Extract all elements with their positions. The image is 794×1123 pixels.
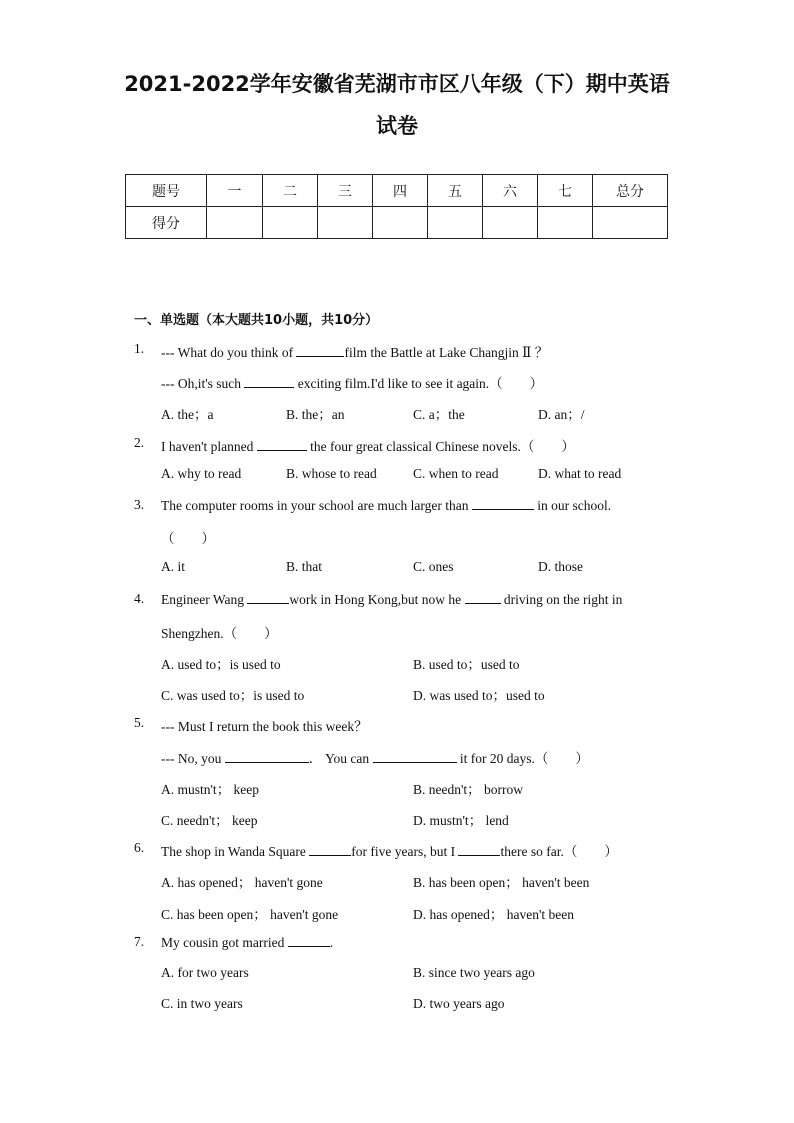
score-header-cell: 二 xyxy=(263,175,318,207)
answer-blank xyxy=(257,438,307,451)
score-table-score-row xyxy=(126,207,668,239)
text: driving on the right in xyxy=(500,592,623,607)
answer-blank xyxy=(472,497,534,510)
text: exciting film.I'd like to see it again.（ ） xyxy=(294,376,544,391)
option-b[interactable]: B. needn't； borrow xyxy=(413,782,524,797)
score-row-label: 得分 xyxy=(126,207,207,239)
option-b[interactable]: B. has been open； haven't been xyxy=(413,875,590,890)
question-2-line-1 xyxy=(161,435,575,455)
text: --- Oh,it's such xyxy=(161,376,245,391)
option-c[interactable]: C. when to read xyxy=(413,466,499,481)
answer-blank xyxy=(247,591,289,604)
option-c[interactable]: C. needn't； keep xyxy=(161,813,258,828)
text: I haven't planned xyxy=(161,439,257,454)
option-c[interactable]: C. has been open； haven't gone xyxy=(161,907,339,922)
answer-blank xyxy=(373,750,457,763)
option-d[interactable]: D. an；/ xyxy=(538,407,585,422)
option-b[interactable]: B. that xyxy=(286,559,322,574)
option-d[interactable]: D. has opened； haven't been xyxy=(413,907,575,922)
text: the four great classical Chinese novels.（ ） xyxy=(306,439,575,454)
question-5-line-2 xyxy=(161,747,589,767)
score-cell[interactable] xyxy=(263,207,318,239)
answer-blank xyxy=(296,344,344,357)
option-c[interactable]: C. in two years xyxy=(161,996,243,1011)
answer-blank xyxy=(309,843,351,856)
score-cell[interactable] xyxy=(538,207,593,239)
score-cell[interactable] xyxy=(428,207,483,239)
text: work in Hong Kong,but now he xyxy=(289,592,465,607)
text: The computer rooms in your school are much larger than xyxy=(161,498,472,513)
exam-title-line2: 试卷 xyxy=(376,114,418,138)
question-number: 7. xyxy=(134,934,145,949)
text: it for 20 days.（ ） xyxy=(456,751,589,766)
score-table xyxy=(125,174,668,239)
option-c[interactable]: C. a；the xyxy=(413,407,465,422)
option-b[interactable]: B. whose to read xyxy=(286,466,377,481)
option-a[interactable]: A. has opened； haven't gone xyxy=(161,875,323,890)
question-4-line-2: Shengzhen.（ ） xyxy=(161,626,278,641)
question-number: 1. xyxy=(134,341,145,356)
option-d[interactable]: D. two years ago xyxy=(413,996,505,1011)
option-c[interactable]: C. was used to；is used to xyxy=(161,688,305,703)
text: in our school. xyxy=(533,498,612,513)
question-3-line-1 xyxy=(161,497,611,514)
question-number: 5. xyxy=(134,715,145,730)
score-header-cell: 五 xyxy=(428,175,483,207)
score-header-cell: 三 xyxy=(318,175,373,207)
score-cell[interactable] xyxy=(593,207,668,239)
score-cell[interactable] xyxy=(207,207,263,239)
question-4-line-1 xyxy=(161,591,622,608)
question-7-line-1 xyxy=(161,934,333,951)
text: there so far.（ ） xyxy=(500,844,618,859)
answer-blank xyxy=(244,375,294,388)
option-c[interactable]: C. ones xyxy=(413,559,454,574)
score-table-header-row xyxy=(126,175,668,207)
option-b[interactable]: B. used to；used to xyxy=(413,657,520,672)
option-a[interactable]: A. the；a xyxy=(161,407,214,422)
text: My cousin got married xyxy=(161,935,288,950)
question-1-line-2 xyxy=(161,372,543,392)
score-header-cell: 四 xyxy=(373,175,428,207)
answer-blank xyxy=(458,843,500,856)
question-1-line-1 xyxy=(161,341,548,361)
score-header-cell: 题号 xyxy=(126,175,207,207)
section-heading: 一、单选题（本大题共10小题，共10分） xyxy=(134,313,379,328)
text: The shop in Wanda Square xyxy=(161,844,310,859)
score-cell[interactable] xyxy=(318,207,373,239)
text: --- What do you think of xyxy=(161,345,297,360)
exam-title-line1: 2021-2022学年安徽省芜湖市市区八年级（下）期中英语 xyxy=(124,72,670,96)
option-d[interactable]: D. what to read xyxy=(538,466,622,481)
answer-blank xyxy=(465,591,501,604)
text: Engineer Wang xyxy=(161,592,248,607)
option-a[interactable]: A. used to；is used to xyxy=(161,657,281,672)
answer-blank xyxy=(225,750,309,763)
option-a[interactable]: A. for two years xyxy=(161,965,249,980)
question-number: 2. xyxy=(134,435,145,450)
text: . xyxy=(329,935,334,950)
text: for five years, but I xyxy=(351,844,459,859)
score-header-cell: 七 xyxy=(538,175,593,207)
score-cell[interactable] xyxy=(483,207,538,239)
score-header-cell: 总分 xyxy=(593,175,668,207)
question-number: 3. xyxy=(134,497,145,512)
score-header-cell: 六 xyxy=(483,175,538,207)
question-5-line-1: --- Must I return the book this week？ xyxy=(161,719,368,734)
option-a[interactable]: A. mustn't； keep xyxy=(161,782,260,797)
question-6-line-1 xyxy=(161,840,618,860)
option-d[interactable]: D. those xyxy=(538,559,583,574)
text: --- No, you xyxy=(161,751,225,766)
option-b[interactable]: B. since two years ago xyxy=(413,965,535,980)
question-3-line-2: （ ） xyxy=(161,531,215,546)
question-number: 4. xyxy=(134,591,145,606)
text: ． You can xyxy=(308,751,373,766)
answer-blank xyxy=(288,934,330,947)
option-b[interactable]: B. the；an xyxy=(286,407,345,422)
text: film the Battle at Lake Changjin Ⅱ ？ xyxy=(344,345,549,360)
score-header-cell: 一 xyxy=(207,175,263,207)
option-a[interactable]: A. it xyxy=(161,559,186,574)
option-d[interactable]: D. mustn't； lend xyxy=(413,813,509,828)
question-number: 6. xyxy=(134,840,145,855)
option-d[interactable]: D. was used to；used to xyxy=(413,688,545,703)
score-cell[interactable] xyxy=(373,207,428,239)
option-a[interactable]: A. why to read xyxy=(161,466,242,481)
